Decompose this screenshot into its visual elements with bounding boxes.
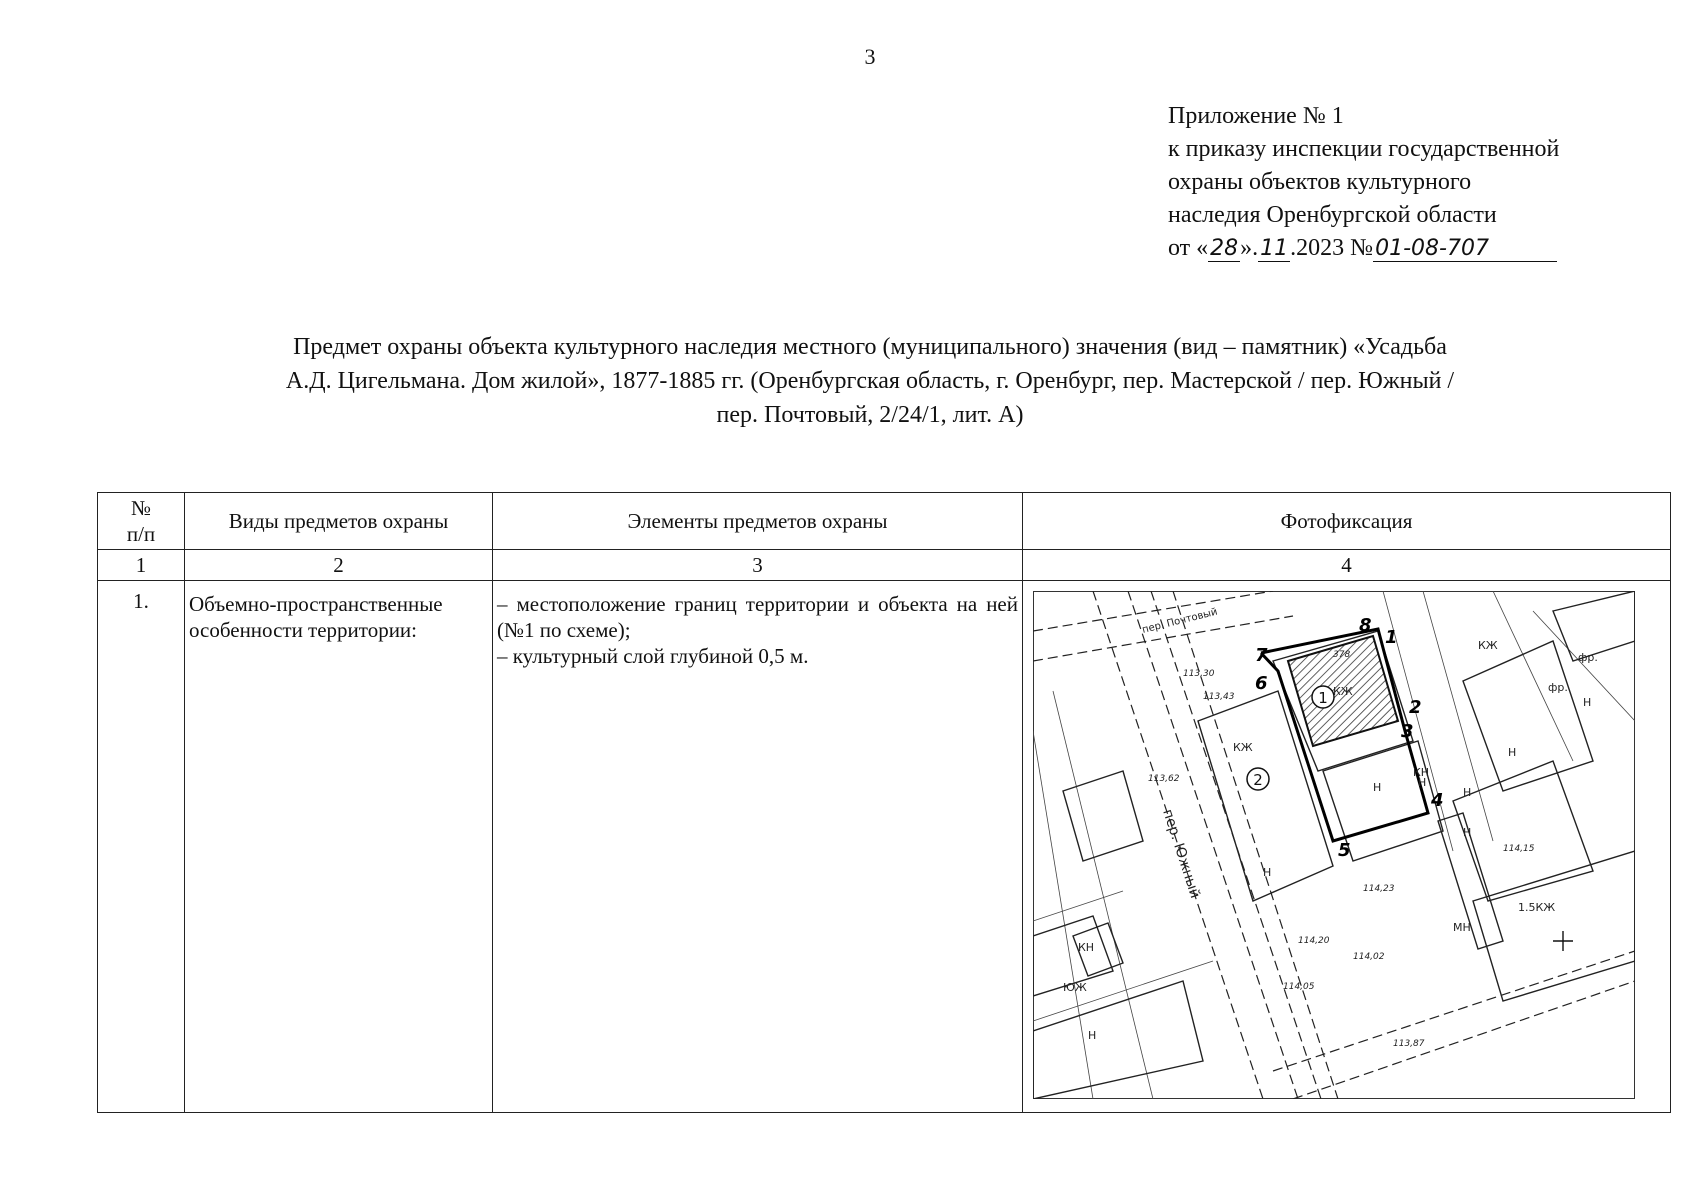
year-text: .2023 № xyxy=(1290,235,1374,261)
building-label: Н xyxy=(1463,826,1472,839)
boundary-point: 7 xyxy=(1255,645,1268,666)
table-header-row xyxy=(98,493,1671,550)
building-label: Н xyxy=(1373,781,1382,794)
elevation: 114,20 xyxy=(1298,936,1330,946)
header-types: Виды предметов охраны xyxy=(185,493,493,550)
handwritten-order-number: 01-08-707 xyxy=(1373,237,1557,262)
row-number: 1. xyxy=(98,581,185,1113)
element-item: – культурный слой глубиной 0,5 м. xyxy=(497,644,809,668)
street-label: пер. Южный xyxy=(1159,807,1204,901)
building-label: ЮЖ xyxy=(1063,981,1087,994)
element-item: – местоположение границ территории и объекта на ней (№1 по схеме); xyxy=(497,592,1018,642)
building-label: Н xyxy=(1088,1029,1097,1042)
column-number: 1 xyxy=(98,550,185,581)
building-label: Н xyxy=(1263,866,1272,879)
document-title xyxy=(150,330,1590,432)
building-label: Н xyxy=(1583,696,1592,709)
site-plan-drawing xyxy=(1033,591,1635,1099)
building-label: КЖ xyxy=(1333,685,1353,698)
handwritten-month: 11 xyxy=(1260,236,1289,261)
appendix-block xyxy=(1168,100,1559,265)
building-label: КЖ xyxy=(1233,741,1253,754)
boundary-point: 3 xyxy=(1401,721,1414,742)
handwritten-day: 28 xyxy=(1210,236,1239,261)
date-prefix: от « xyxy=(1168,235,1209,261)
boundary-point: 1 xyxy=(1385,627,1398,648)
header-elements: Элементы предметов охраны xyxy=(493,493,1023,550)
elevation: 113,87 xyxy=(1393,1039,1425,1049)
protection-table xyxy=(97,492,1671,1113)
title-line-2: А.Д. Цигельмана. Дом жилой», 1877-1885 гг. (Оренбургская область, г. Оренбург, пер. Мастерской / пер. Южный / xyxy=(285,368,1455,394)
column-number: 4 xyxy=(1023,550,1671,581)
table-row xyxy=(98,581,1671,1113)
appendix-line-2: к приказу инспекции государственной xyxy=(1168,136,1560,162)
elevation: 114,05 xyxy=(1283,982,1315,992)
appendix-line-4: наследия Оренбургской области xyxy=(1168,202,1497,228)
protection-elements xyxy=(493,581,1023,1113)
photo-cell xyxy=(1023,581,1671,1113)
building-label: Н xyxy=(1508,746,1517,759)
elevation: 114,15 xyxy=(1503,844,1535,854)
appendix-line-1: Приложение № 1 xyxy=(1168,103,1344,129)
building-label: фр. xyxy=(1548,681,1568,694)
column-number: 3 xyxy=(493,550,1023,581)
boundary-point: 8 xyxy=(1359,615,1372,636)
elevation: 114,02 xyxy=(1353,952,1385,962)
elevation: 113,43 xyxy=(1203,692,1235,702)
title-line-3: пер. Почтовый, 2/24/1, лит. А) xyxy=(716,402,1024,428)
column-number: 2 xyxy=(185,550,493,581)
date-mid: ». xyxy=(1240,235,1259,261)
building-label: КЖ xyxy=(1478,639,1498,652)
building-label: КН xyxy=(1078,941,1095,954)
building-label: МН xyxy=(1453,921,1471,934)
title-line-1: Предмет охраны объекта культурного наследия местного (муниципального) значения (вид – памятник) «Усадьба xyxy=(293,334,1447,360)
elevation: 114,23 xyxy=(1363,884,1395,894)
cross-marker xyxy=(1553,931,1573,951)
boundary-point: 6 xyxy=(1255,673,1268,694)
building-label: 1.5КЖ xyxy=(1518,901,1556,914)
appendix-date-line xyxy=(1168,232,1559,265)
site-plan-map xyxy=(1033,591,1635,1099)
elevation: 113,30 xyxy=(1183,669,1215,679)
building-label: Н xyxy=(1418,776,1427,789)
header-photo: Фотофиксация xyxy=(1023,493,1671,550)
building-label: КН xyxy=(1413,766,1430,779)
boundary-point: 2 xyxy=(1409,697,1422,718)
boundary-point: 5 xyxy=(1338,840,1351,861)
elevation: 378 xyxy=(1333,650,1351,660)
boundary-point: 4 xyxy=(1431,790,1444,811)
column-number-row xyxy=(98,550,1671,581)
appendix-line-3: охраны объектов культурного xyxy=(1168,169,1472,195)
protection-type: Объемно-пространственные особенности территории: xyxy=(185,581,493,1113)
building-label: Н xyxy=(1463,786,1472,799)
object-marker: 2 xyxy=(1253,771,1263,789)
elevation: 113,62 xyxy=(1148,774,1180,784)
street-label: пер. Почтовый xyxy=(1141,606,1219,636)
object-marker: 1 xyxy=(1318,689,1328,707)
building-label: фр. xyxy=(1578,651,1598,664)
page-number: 3 xyxy=(864,44,876,69)
header-num: № п/п xyxy=(98,493,185,550)
